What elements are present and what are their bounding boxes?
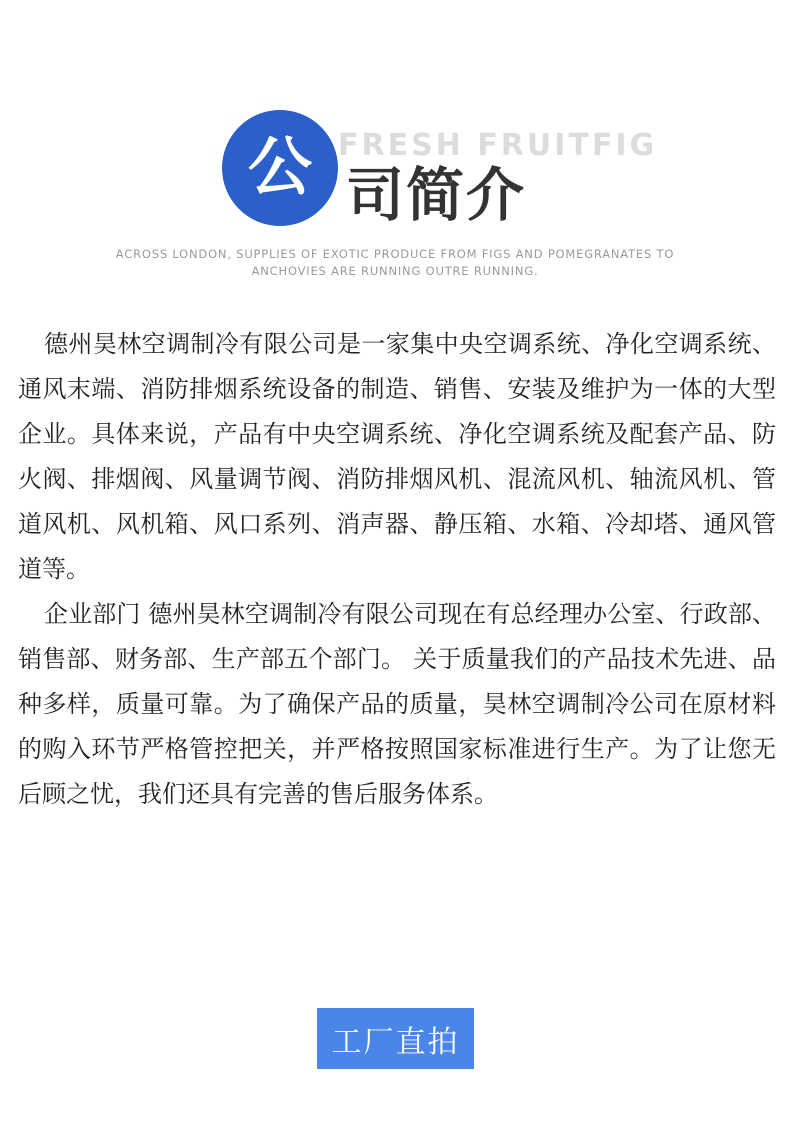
paragraph-products: 德州昊林空调制冷有限公司是一家集中央空调系统、净化空调系统、通风末端、消防排烟系统设备的制造、销售、安装及维护为一体的大型企业。具体来说，产品有中央空调系统、净化空调系统及配套产品、防火阀、排烟阀、风量调节阀、消防排烟风机、混流风机、轴流风机、管道风机、风机箱、风口系列、消声器、静压箱、水箱、冷却塔、通风管道等。	[18, 330, 776, 583]
page-title: 司简介	[346, 161, 527, 229]
company-description	[18, 322, 776, 817]
english-watermark: FRESH FRUITFIG	[338, 128, 658, 163]
title-first-char: 公	[248, 131, 312, 205]
paragraph-departments: 企业部门 德州昊林空调制冷有限公司现在有总经理办公室、行政部、销售部、财务部、生产部五个部门。 关于质量我们的产品技术先进、品种多样，质量可靠。为了确保产品的质量，昊林空调制冷公司在原材料的购入环节严格管控把关，并严格按照国家标准进行生产。为了让您无后顾之忧，我们还具有完善的售后服务体系。	[18, 600, 776, 808]
intro-header	[0, 0, 790, 300]
tagline: ACROSS LONDON, SUPPLIES OF EXOTIC PRODUCE FROM FIGS AND POMEGRANATES TO ANCHOVIES ARE RUNNING OUTRE RUNNING.	[115, 247, 675, 278]
factory-photos-button[interactable]: 工厂直拍	[317, 1008, 474, 1069]
